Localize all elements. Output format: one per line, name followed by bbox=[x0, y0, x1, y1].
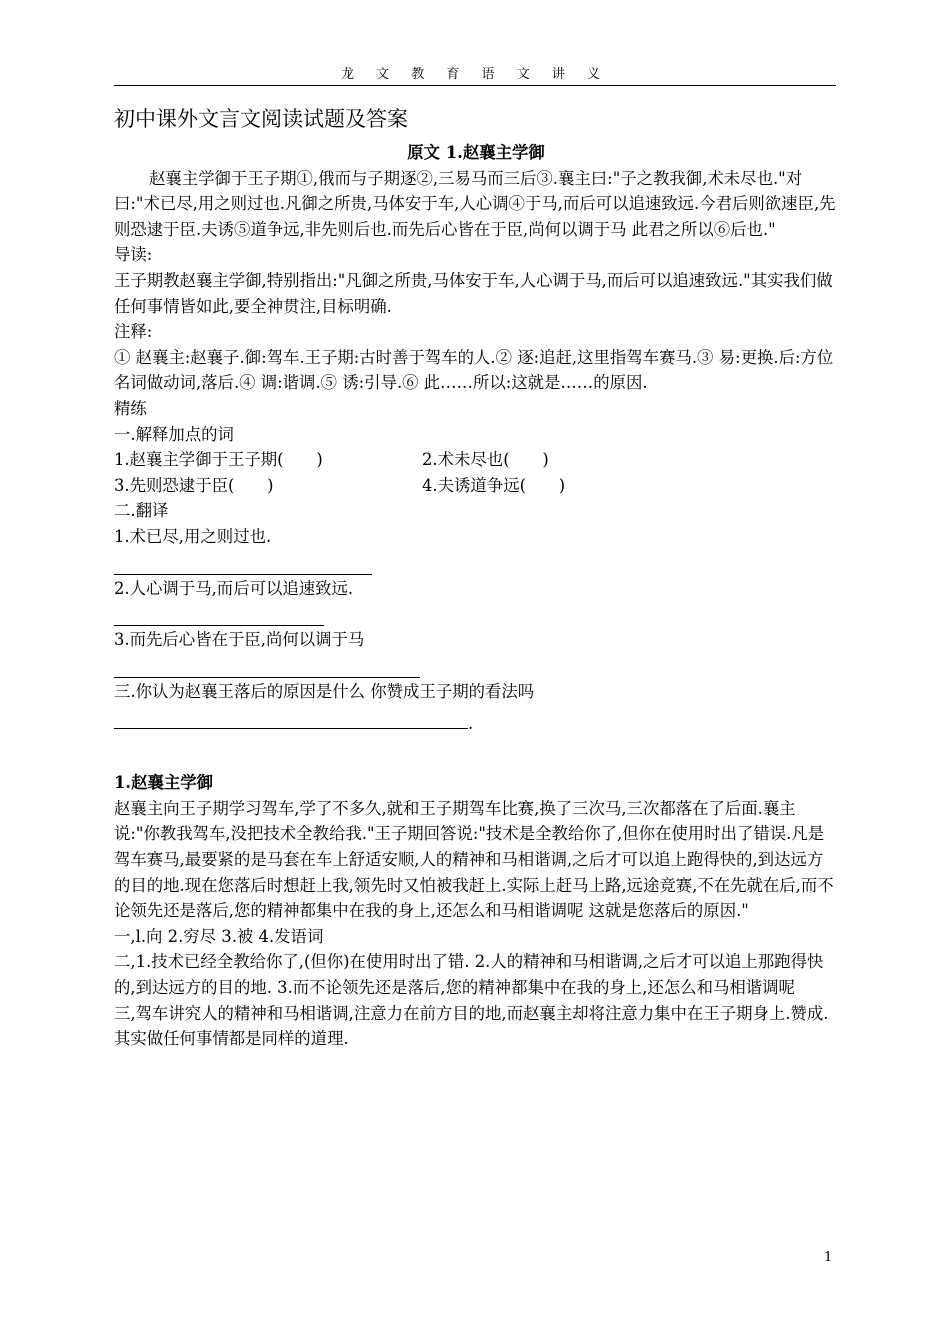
page-header: 龙 文 教 育 语 文 讲 义 bbox=[341, 67, 609, 82]
answer-part-2: 二,1.技术已经全教给你了,(但你)在使用时出了错. 2.人的精神和马相谐调,之后才可以追上那跑得快的,到达远方的目的地. 3.而不论领先还是落后,您的精神都集中在我的身上,还怎么和马相谐调呢 bbox=[114, 952, 824, 998]
question-1-item: 1.赵襄主学御于王子期( ) bbox=[114, 450, 323, 470]
guide-label: 导读: bbox=[114, 245, 153, 265]
original-text: 赵襄主学御于王子期①,俄而与子期逐②,三易马而三后③.襄主曰:"子之教我御,术未尽也."对曰:"术已尽,用之则过也.凡御之所贵,马体安于车,人心调④于马,而后可以追速致远.今君后则欲速臣,先则恐逮于臣.夫诱⑤道争远,非先则后也.而先后心皆在于臣,尚何以调于马 此君之所以⑥后也." bbox=[114, 168, 836, 239]
document-title: 初中课外文言文阅读试题及答案 bbox=[114, 107, 408, 131]
answer-section-title: 1.赵襄主学御 bbox=[114, 773, 214, 793]
answer-blank-line bbox=[114, 550, 372, 575]
answer-blank-line bbox=[114, 704, 468, 729]
answer-translation: 赵襄主向王子期学习驾车,学了不多久,就和王子期驾车比赛,换了三次马,三次都落在了后面.襄主说:"你教我驾车,没把技术全教给我."王子期回答说:"技术是全教给你了,但你在使用时出了错误.凡是驾车赛马,最要紧的是马套在车上舒适安顺,人的精神和马相谐调,之后才可以追上跑得快的,到达远方的目的地.现在您落后时想赶上我,领先时又怕被我赶上.实际上赶马上路,远途竞赛,不在先就在后,而不论领先还是落后,您的精神都集中在我的身上,还怎么和马相谐调呢 这就是您落后的原因." bbox=[114, 798, 834, 921]
notes-text: ① 赵襄主:赵襄子.御:驾车.王子期:古时善于驾车的人.② 逐:追赶,这里指驾车赛马.③ 易:更换.后:方位名词做动词,落后.④ 调:谐调.⑤ 诱:引导.⑥ 此……所以:这就是……的原因. bbox=[114, 347, 834, 393]
answer-part-3: 三,驾车讲究人的精神和马相谐调,注意力在前方目的地,而赵襄主却将注意力集中在王子期身上.赞成.其实做任何事情都是同样的道理. bbox=[114, 1003, 829, 1049]
page-number: 1 bbox=[824, 1250, 833, 1265]
question-1-item: 3.先则恐逮于臣( ) bbox=[114, 475, 274, 495]
section-title: 原文 1.赵襄主学御 bbox=[407, 143, 545, 162]
header-divider bbox=[114, 85, 836, 86]
question-1-heading: 一.解释加点的词 bbox=[114, 424, 234, 444]
question-3-end: . bbox=[468, 714, 474, 734]
answer-part-1: 一,l.向 2.穷尽 3.被 4.发语词 bbox=[114, 926, 324, 946]
question-1-row bbox=[114, 473, 838, 499]
question-2-item: 3.而先后心皆在于臣,尚何以调于马 bbox=[114, 630, 365, 650]
question-2-item: 1.术已尽,用之则过也. bbox=[114, 526, 272, 546]
guide-text: 王子期教赵襄主学御,特别指出:"凡御之所贵,马体安于车,人心调于马,而后可以追速致远."其实我们做任何事情皆如此,要全神贯注,目标明确. bbox=[114, 270, 833, 316]
document-body bbox=[114, 100, 838, 1052]
question-3-answer-row bbox=[114, 704, 838, 744]
section-spacer bbox=[114, 744, 838, 770]
answer-blank-line bbox=[114, 653, 420, 678]
question-1-item: 2.术未尽也( ) bbox=[422, 450, 549, 470]
question-2-heading: 二.翻译 bbox=[114, 501, 169, 521]
notes-label: 注释: bbox=[114, 322, 153, 342]
question-3-text: 三.你认为赵襄王落后的原因是什么 你赞成王子期的看法吗 bbox=[114, 681, 535, 701]
question-2-item: 2.人心调于马,而后可以追速致远. bbox=[114, 578, 354, 598]
answer-blank-line bbox=[114, 601, 324, 626]
question-1-item: 4.夫诱道争远( ) bbox=[422, 475, 566, 495]
practice-label: 精练 bbox=[114, 398, 147, 418]
question-1-row bbox=[114, 447, 838, 473]
